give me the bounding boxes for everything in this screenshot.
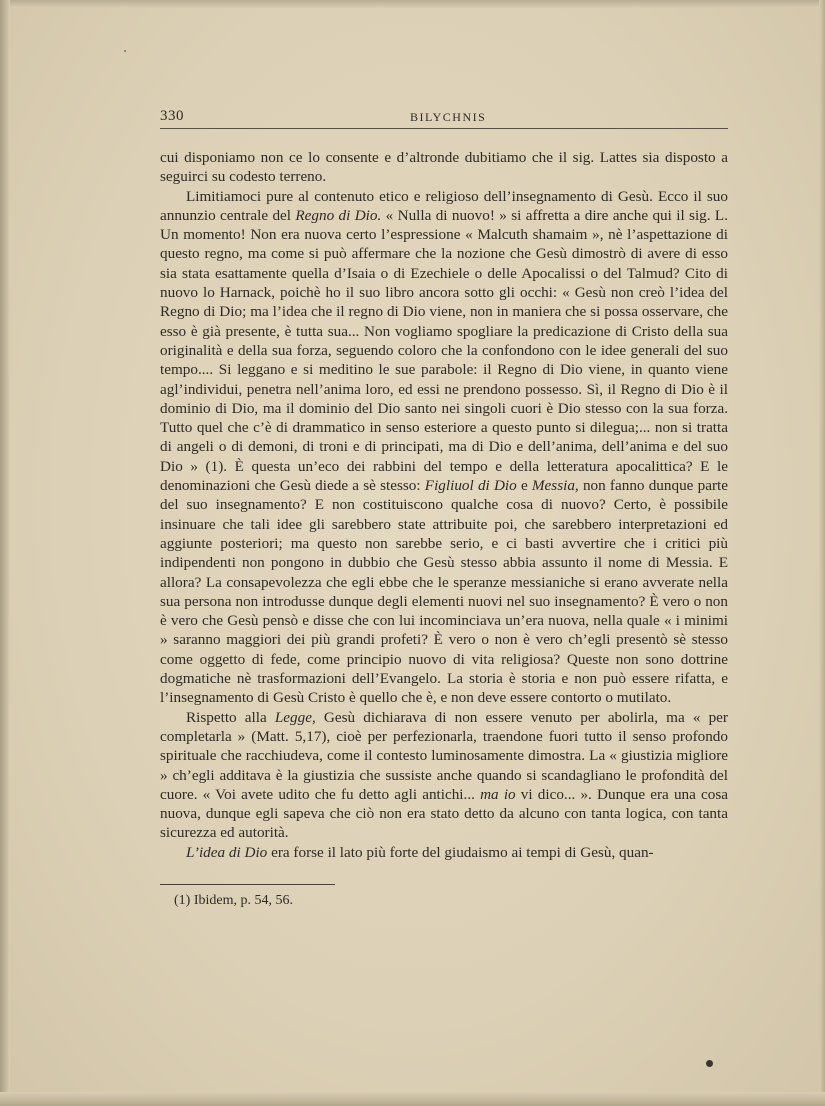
italic-run: Regno di Dio. — [295, 206, 382, 224]
text-run: vi dico... ». Dunque era una cosa nuova, dunque egli sapeva che ciò non era stato detto da alcuno con tanta logica, con tanta sicurezza ed autorità. — [160, 785, 729, 842]
text-run: era forse il lato più forte del giudaismo ai tempi di Gesù, quan- — [267, 843, 654, 861]
page-edge-bottom — [0, 1092, 825, 1106]
italic-run: ma io — [480, 785, 516, 803]
header-rule — [160, 128, 728, 129]
body-text — [160, 148, 728, 862]
ink-speck — [706, 1060, 713, 1067]
text-run: e — [516, 477, 532, 495]
italic-run: Messia, — [531, 477, 579, 495]
italic-run: L’idea di Dio — [186, 843, 268, 861]
italic-run: Figliuol di Dio — [424, 477, 517, 495]
italic-run: Legge, — [274, 708, 316, 726]
footnote: (1) Ibidem, p. 54, 56. — [174, 893, 293, 908]
paragraph-regno-di-dio — [160, 187, 728, 708]
paragraph-legge — [160, 708, 728, 843]
text-run: cui disponiamo non ce lo consente e d’altronde dubitiamo che il sig. Lattes sia disposto a seguirci su codesto terreno. — [160, 149, 728, 186]
page-edge-left — [0, 0, 10, 1106]
running-head: BILYCHNIS — [410, 110, 487, 124]
ink-speck — [124, 50, 126, 52]
footnote-rule — [160, 884, 335, 885]
text-run: non fanno dunque parte del suo insegnamento? E non costituiscono qualche cosa di nuovo? Certo, è possibile insinuare che tali idee gli sarebbero state attribuite poi, che sarebbero interpretazioni ed aggiunte posteriori; ma questo non sarebbe serio, e ci basti avvertire che i critici più indipendenti non pongono in dubbio che Gesù stesso abbia assunto il nome di Messia. E allora? La consapevolezza che egli ebbe che le speranze messianiche si erano avverate nella sua persona non introdusse dunque degli elementi nuovi nel suo insegnamento? È vero o non è vero che Gesù pensò e disse che con lui incominciava un’era nuova, nella quale « i minimi » saranno maggiori dei più grandi profeti? È vero o non è vero ch’egli presentò sè stesso come oggetto di fede, come principio nuovo di vita religiosa? Queste non sono dottrine dogmatiche nè trasformazioni dell’Evangelo. La storia è storia e non può essere rifatta, e l’insegnamento di Gesù Cristo è quello che è, e non deve essere contorto o mutilato. — [160, 477, 728, 707]
page-header — [160, 108, 728, 128]
paragraph-continuation — [160, 148, 728, 187]
page-edge-top — [0, 0, 825, 8]
text-run: Limitiamoci pure al contenuto etico e religioso dell’insegnamento di Gesù. Ecco il suo annunzio centrale del — [160, 187, 728, 224]
text-run: Rispetto alla — [186, 708, 275, 726]
text-run: « Nulla di nuovo! » si affretta a dire anche qui il sig. L. Un momento! Non era nuova certo l’espressione « Malcuth shamaim », nè l’aspettazione di questo regno, ma come si può affermare che la nozione che Gesù dimostrò di avere di esso sia stata esattamente quella d’Isaia o di Ezechiele o delle Apocalissi o del Talmud? Cito di nuovo lo Harnack, poichè ho il suo libro ancora sotto gli occhi: « Gesù non creò l’idea del Regno di Dio; ma l’idea che il regno di Dio viene, non in maniera che si possa osservare, che esso è già presente, è tutta sua... Non vogliamo spogliare la predicazione di Cristo della sua originalità e della sua forza, seguendo coloro che la confondono con le idee generali del suo tempo.... Si leggano e si meditino le sue parabole: il Regno di Dio viene, in quanto viene agl’individui, penetra nell’anima loro, ed essi ne prendono possesso. Sì, il Regno di Dio è il dominio di Dio, ma il dominio del Dio santo nei singoli cuori è Dio stesso con la sua forza. Tutto quel che c’è di drammatico in senso esteriore a questo punto si dilegua;... non si tratta di angeli o di demoni, di troni e di principati, ma di Dio e dell’anima, dell’anima e del suo Dio » (1). È questa un’eco dei rabbini del tempo e della letteratura apocalittica? E le denominazioni che Gesù diede a sè stesso: — [160, 206, 728, 495]
page-edge-right — [819, 0, 825, 1106]
text-run: Gesù dichiarava di non essere venuto per abolirla, ma « per completarla » (Matt. 5,17), cioè per perfezionarla, traendone fuori tutto il senso profondo spirituale che racchiudeva, come il contesto luminosamente dimostra. La « giustizia migliore » ch’egli additava è la giustizia che sussiste anche quando si scandagliano le profondità del cuore. « Voi avete udito che fu detto agli antichi... — [160, 708, 728, 803]
paragraph-idea-di-dio — [160, 843, 728, 862]
page-number: 330 — [160, 108, 184, 124]
